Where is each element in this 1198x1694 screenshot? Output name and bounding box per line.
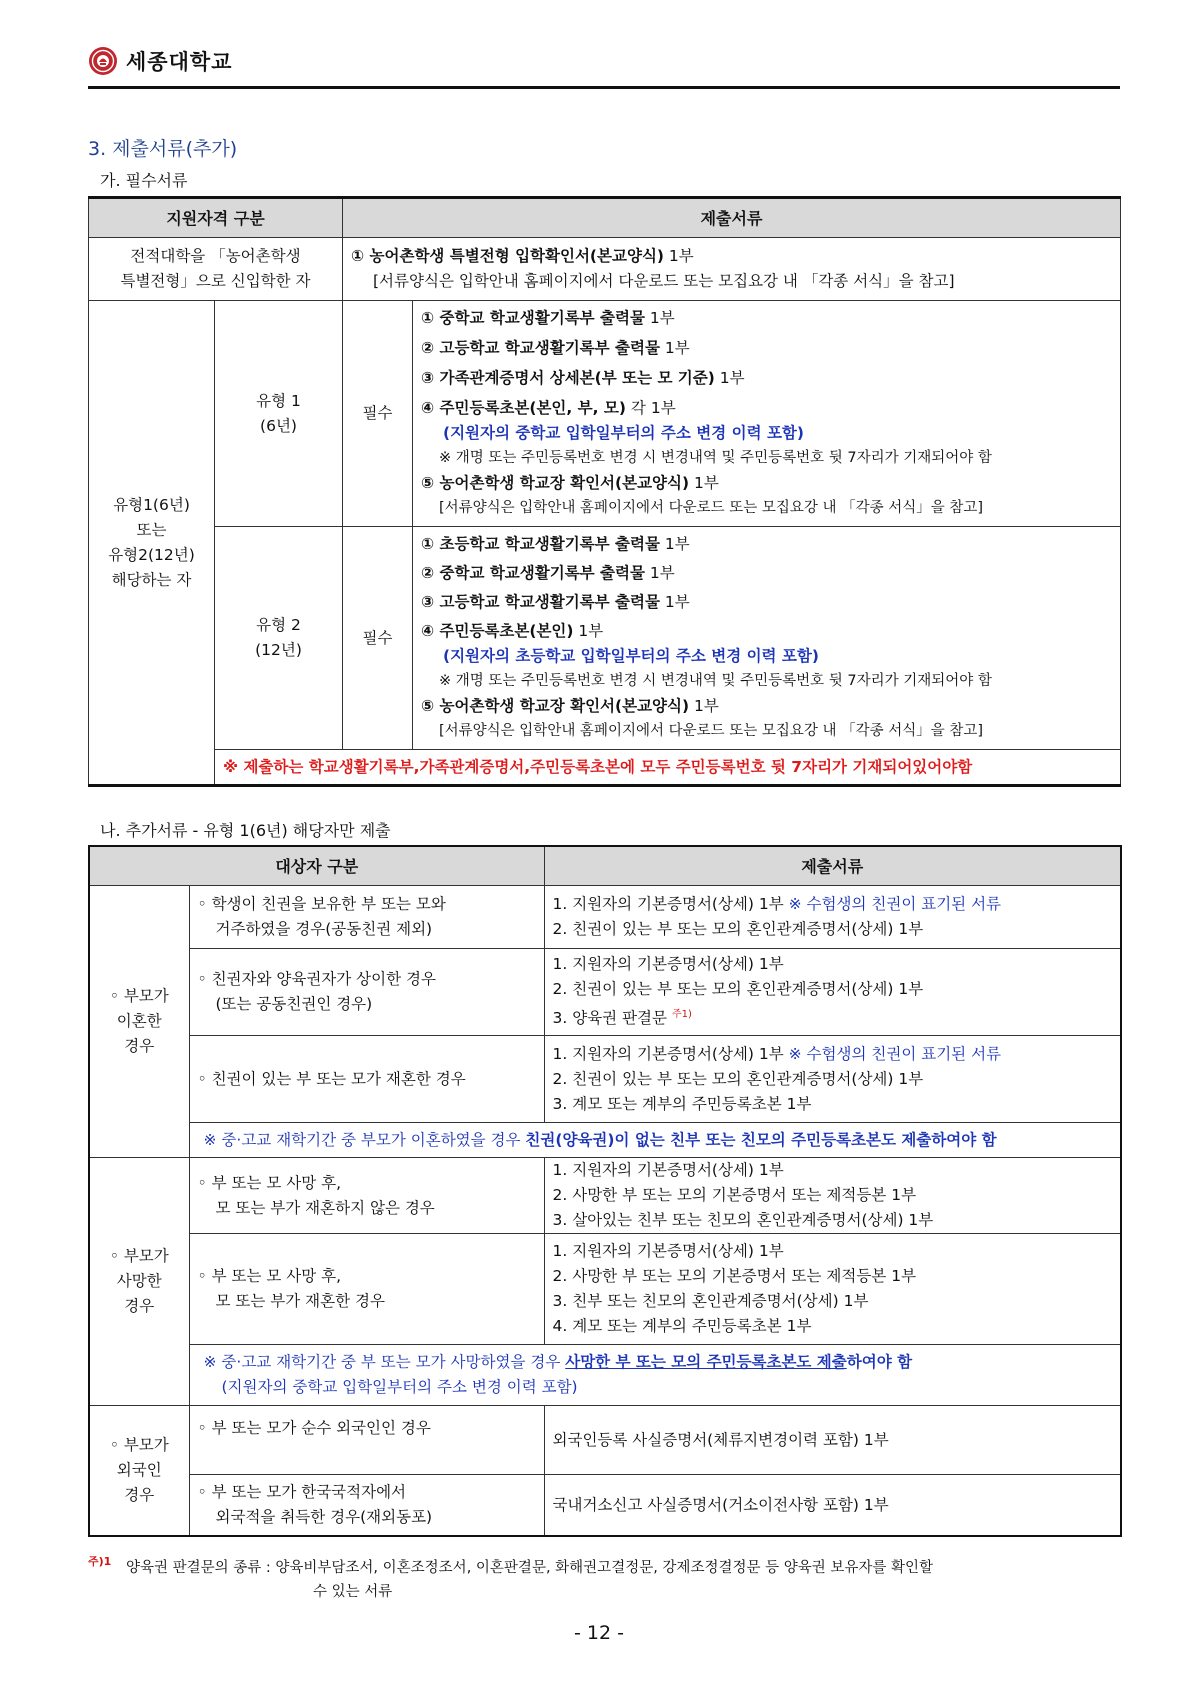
subsection-b-title: 나. 추가서류 - 유형 1(6년) 해당자만 제출 [100, 821, 391, 840]
doc-item: ④ 주민등록초본(본인) [421, 622, 574, 640]
doc-item: ⑤ 농어촌학생 학교장 확인서(본교양식) [421, 697, 690, 715]
table-row [89, 238, 1121, 301]
type-name-line: 유형 2 [256, 616, 301, 634]
condition-line: ◦ 부 또는 모 사망 후, [197, 1173, 342, 1192]
required-docs-table [88, 196, 1121, 787]
qualification-line: 특별전형」으로 신입학한 자 [120, 272, 311, 290]
doc-item: 1. 지원자의 기본증명서(상세) 1부 [552, 895, 784, 913]
condition-cell [189, 886, 544, 949]
type2-documents-cell [413, 527, 1121, 750]
footnote-line: 양육권 판결문의 종류 : 양육비부담조서, 이혼조정조서, 이혼판결문, 화해권고결정문, 강제조정결정문 등 양육권 보유자를 확인할 [126, 1560, 933, 1576]
doc-qty: 1부 [644, 309, 675, 327]
subsection-a-title: 가. 필수서류 [100, 171, 188, 190]
type-name-line: 유형 1 [256, 391, 301, 410]
blue-note: ※ 수험생의 친권이 표기된 서류 [783, 895, 1002, 913]
header-documents: 제출서류 [343, 198, 1121, 238]
doc-item: 3. 계모 또는 계부의 주민등록초본 1부 [552, 1094, 812, 1113]
blue-note: (지원자의 중학교 입학일부터의 주소 변경 이력 포함) [443, 424, 804, 442]
university-name: 세종대학교 [126, 50, 233, 74]
doc-item: 국내거소신고 사실증명서(거소이전사항 포함) 1부 [552, 1495, 889, 1514]
condition-line: ◦ 부 또는 모가 한국국적자에서 [197, 1483, 407, 1501]
condition-cell [189, 1234, 544, 1345]
doc-item: ② 고등학교 학교생활기록부 출력물 [421, 339, 660, 357]
note-text: ※ 중·고교 재학기간 중 부 또는 모가 사망하였을 경우 [203, 1353, 566, 1371]
condition-line: 모 또는 부가 재혼한 경우 [215, 1292, 385, 1310]
label-line: ◦ 부모가 [109, 987, 169, 1005]
header-target: 대상자 구분 [89, 846, 544, 886]
condition-cell [189, 1158, 544, 1234]
doc-item: 3. 양육권 판결문 [552, 1009, 672, 1028]
note-text: (지원자의 중학교 입학일부터의 주소 변경 이력 포함) [221, 1378, 578, 1396]
doc-qty: 1부 [714, 369, 745, 387]
asterisk-note: ※ 개명 또는 주민등록번호 변경 시 변경내역 및 주민등록번호 뒷 7자리가 기재되어야 함 [439, 673, 992, 689]
form-note: [서류양식은 입학안내 홈페이지에서 다운로드 또는 모집요강 내 「각종 서식」을 참고] [439, 723, 984, 739]
documents-cell [343, 238, 1121, 301]
doc-item: 2. 친권이 있는 부 또는 모의 혼인관계증명서(상세) 1부 [552, 1069, 924, 1088]
table-row [89, 886, 1121, 949]
divorce-note-cell [189, 1123, 1121, 1158]
doc-item: 1. 지원자의 기본증명서(상세) 1부 [552, 955, 784, 974]
condition-line: (또는 공동친권인 경우) [215, 995, 373, 1013]
doc-item: 4. 계모 또는 계부의 주민등록초본 1부 [552, 1317, 812, 1335]
doc-item: ① 중학교 학교생활기록부 출력물 [421, 309, 645, 327]
table-row [89, 1234, 1121, 1345]
doc-item: 3. 친부 또는 친모의 혼인관계증명서(상세) 1부 [552, 1292, 869, 1310]
condition-line: 외국적을 취득한 경우(재외동포) [215, 1508, 433, 1526]
doc-qty: 1부 [644, 564, 675, 582]
page-number: - 12 - [574, 1622, 624, 1644]
group-label-line: 또는 [136, 520, 167, 539]
doc-item: 외국인등록 사실증명서(체류지변경이력 포함) 1부 [552, 1430, 889, 1449]
type-name-line: (6년) [260, 416, 297, 435]
doc-item: 1. 지원자의 기본증명서(상세) 1부 [552, 1242, 784, 1260]
footnote-line: 수 있는 서류 [313, 1584, 393, 1600]
documents-cell [544, 1475, 1121, 1537]
condition-cell [189, 1475, 544, 1537]
blue-note: (지원자의 초등학교 입학일부터의 주소 변경 이력 포함) [443, 647, 819, 665]
condition-line: ◦ 친권이 있는 부 또는 모가 재혼한 경우 [197, 1069, 466, 1088]
foreign-label-cell [89, 1406, 189, 1537]
table-row [89, 1123, 1121, 1158]
death-label-cell [89, 1158, 189, 1406]
table-row [89, 527, 1121, 750]
doc-qty: 1부 [664, 247, 694, 265]
label-line: 사망한 [116, 1272, 162, 1290]
table-row [89, 1345, 1121, 1406]
qualification-cell [89, 238, 343, 301]
table-row [89, 1406, 1121, 1475]
page-header [88, 40, 1120, 89]
type-name-line: (12년) [255, 641, 302, 659]
documents-cell [544, 1036, 1121, 1123]
group-label-line: 해당하는 자 [111, 570, 192, 589]
documents-cell [544, 1234, 1121, 1345]
table-header-row [89, 846, 1121, 886]
table-row [89, 949, 1121, 1036]
label-line: 경우 [124, 1297, 155, 1315]
condition-line: ◦ 학생이 친권을 보유한 부 또는 모와 [197, 895, 446, 913]
table-row [89, 750, 1121, 786]
doc-item: ① 초등학교 학교생활기록부 출력물 [421, 535, 660, 553]
label-line: 외국인 [116, 1461, 162, 1479]
doc-item: ③ 고등학교 학교생활기록부 출력물 [421, 593, 660, 611]
doc-item: ③ 가족관계증명서 상세본(부 또는 모 기준) [421, 369, 715, 387]
doc-qty: 1부 [689, 474, 719, 492]
doc-item: ⑤ 농어촌학생 학교장 확인서(본교양식) [421, 474, 690, 492]
section-title: 3. 제출서류(추가) [88, 138, 238, 160]
label-line: ◦ 부모가 [109, 1247, 169, 1265]
doc-item: 1. 지원자의 기본증명서(상세) 1부 [552, 1161, 784, 1179]
footnote-mark: 주)1 [88, 1555, 112, 1568]
university-seal-icon [88, 46, 118, 76]
note-text: ※ 중·고교 재학기간 중 부모가 이혼하였을 경우 [203, 1130, 526, 1149]
documents-cell [544, 1158, 1121, 1234]
table-row [89, 1158, 1121, 1234]
label-line: 이혼한 [116, 1012, 162, 1030]
table-row [89, 301, 1121, 527]
condition-line: 거주하였을 경우(공동친권 제외) [215, 920, 433, 938]
label-line: 경우 [124, 1486, 155, 1504]
doc-item: 2. 사망한 부 또는 모의 기본증명서 또는 제적등본 1부 [552, 1267, 917, 1285]
red-warning-note: ※ 제출하는 학교생활기록부,가족관계증명서,주민등록초본에 모두 주민등록번호 뒷 7자리가 기재되어있어야함 [215, 750, 1121, 786]
header-qualification: 지원자격 구분 [89, 198, 343, 238]
type1-documents-cell [413, 301, 1121, 527]
doc-item: ② 중학교 학교생활기록부 출력물 [421, 564, 645, 582]
additional-docs-table [88, 845, 1122, 1537]
table-row [89, 1475, 1121, 1537]
condition-cell [189, 1406, 544, 1475]
table-row [89, 1036, 1121, 1123]
doc-item: 3. 살아있는 친부 또는 친모의 혼인관계증명서(상세) 1부 [552, 1211, 934, 1229]
type1-required-cell: 필수 [343, 301, 413, 527]
doc-item: 2. 친권이 있는 부 또는 모의 혼인관계증명서(상세) 1부 [552, 920, 924, 938]
death-note-cell [189, 1345, 1121, 1406]
footnote-ref: 주1) [671, 1009, 692, 1021]
header-documents: 제출서류 [544, 846, 1121, 886]
table-header-row [89, 198, 1121, 238]
form-note: [서류양식은 입학안내 홈페이지에서 다운로드 또는 모집요강 내 「각종 서식」을 참고] [373, 272, 955, 290]
condition-cell [189, 1036, 544, 1123]
doc-qty: 각 1부 [626, 399, 676, 417]
group-label-cell [89, 301, 215, 786]
note-emphasis: 친권(양육권)이 없는 친부 또는 친모의 주민등록초본도 제출하여야 함 [525, 1130, 997, 1149]
form-note: [서류양식은 입학안내 홈페이지에서 다운로드 또는 모집요강 내 「각종 서식」을 참고] [439, 500, 984, 516]
doc-item: 2. 사망한 부 또는 모의 기본증명서 또는 제적등본 1부 [552, 1186, 917, 1204]
doc-qty: 1부 [659, 535, 690, 553]
condition-line: ◦ 부 또는 모 사망 후, [197, 1267, 342, 1285]
note-emphasis: 사망한 부 또는 모의 주민등록초본도 제출 [565, 1353, 847, 1371]
qualification-line: 전적대학을 「농어촌학생 [130, 247, 301, 265]
group-label-line: 유형1(6년) [113, 495, 190, 514]
label-line: 경우 [124, 1037, 155, 1055]
type2-required-cell: 필수 [343, 527, 413, 750]
condition-line: 모 또는 부가 재혼하지 않은 경우 [215, 1198, 435, 1217]
condition-line: ◦ 부 또는 모가 순수 외국인인 경우 [197, 1419, 431, 1437]
doc-qty: 1부 [659, 339, 690, 357]
doc-qty: 1부 [659, 593, 690, 611]
type2-name-cell [215, 527, 343, 750]
documents-cell [544, 1406, 1121, 1475]
documents-cell [544, 949, 1121, 1036]
note-emphasis: 하여야 함 [846, 1353, 913, 1371]
doc-item: ① 농어촌학생 특별전형 입학확인서(본교양식) [351, 247, 664, 265]
asterisk-note: ※ 개명 또는 주민등록번호 변경 시 변경내역 및 주민등록번호 뒷 7자리가 기재되어야 함 [439, 450, 992, 466]
group-label-line: 유형2(12년) [108, 545, 195, 564]
divorce-label-cell [89, 886, 189, 1158]
doc-qty: 1부 [689, 697, 719, 715]
label-line: ◦ 부모가 [109, 1436, 169, 1454]
condition-line: ◦ 친권자와 양육권자가 상이한 경우 [197, 970, 436, 988]
doc-item: 1. 지원자의 기본증명서(상세) 1부 [552, 1044, 784, 1063]
doc-item: 2. 친권이 있는 부 또는 모의 혼인관계증명서(상세) 1부 [552, 980, 924, 999]
doc-item: ④ 주민등록초본(본인, 부, 모) [421, 399, 626, 417]
doc-qty: 1부 [573, 622, 604, 640]
condition-cell [189, 949, 544, 1036]
type1-name-cell [215, 301, 343, 527]
documents-cell [544, 886, 1121, 949]
blue-note: ※ 수험생의 친권이 표기된 서류 [783, 1044, 1002, 1063]
